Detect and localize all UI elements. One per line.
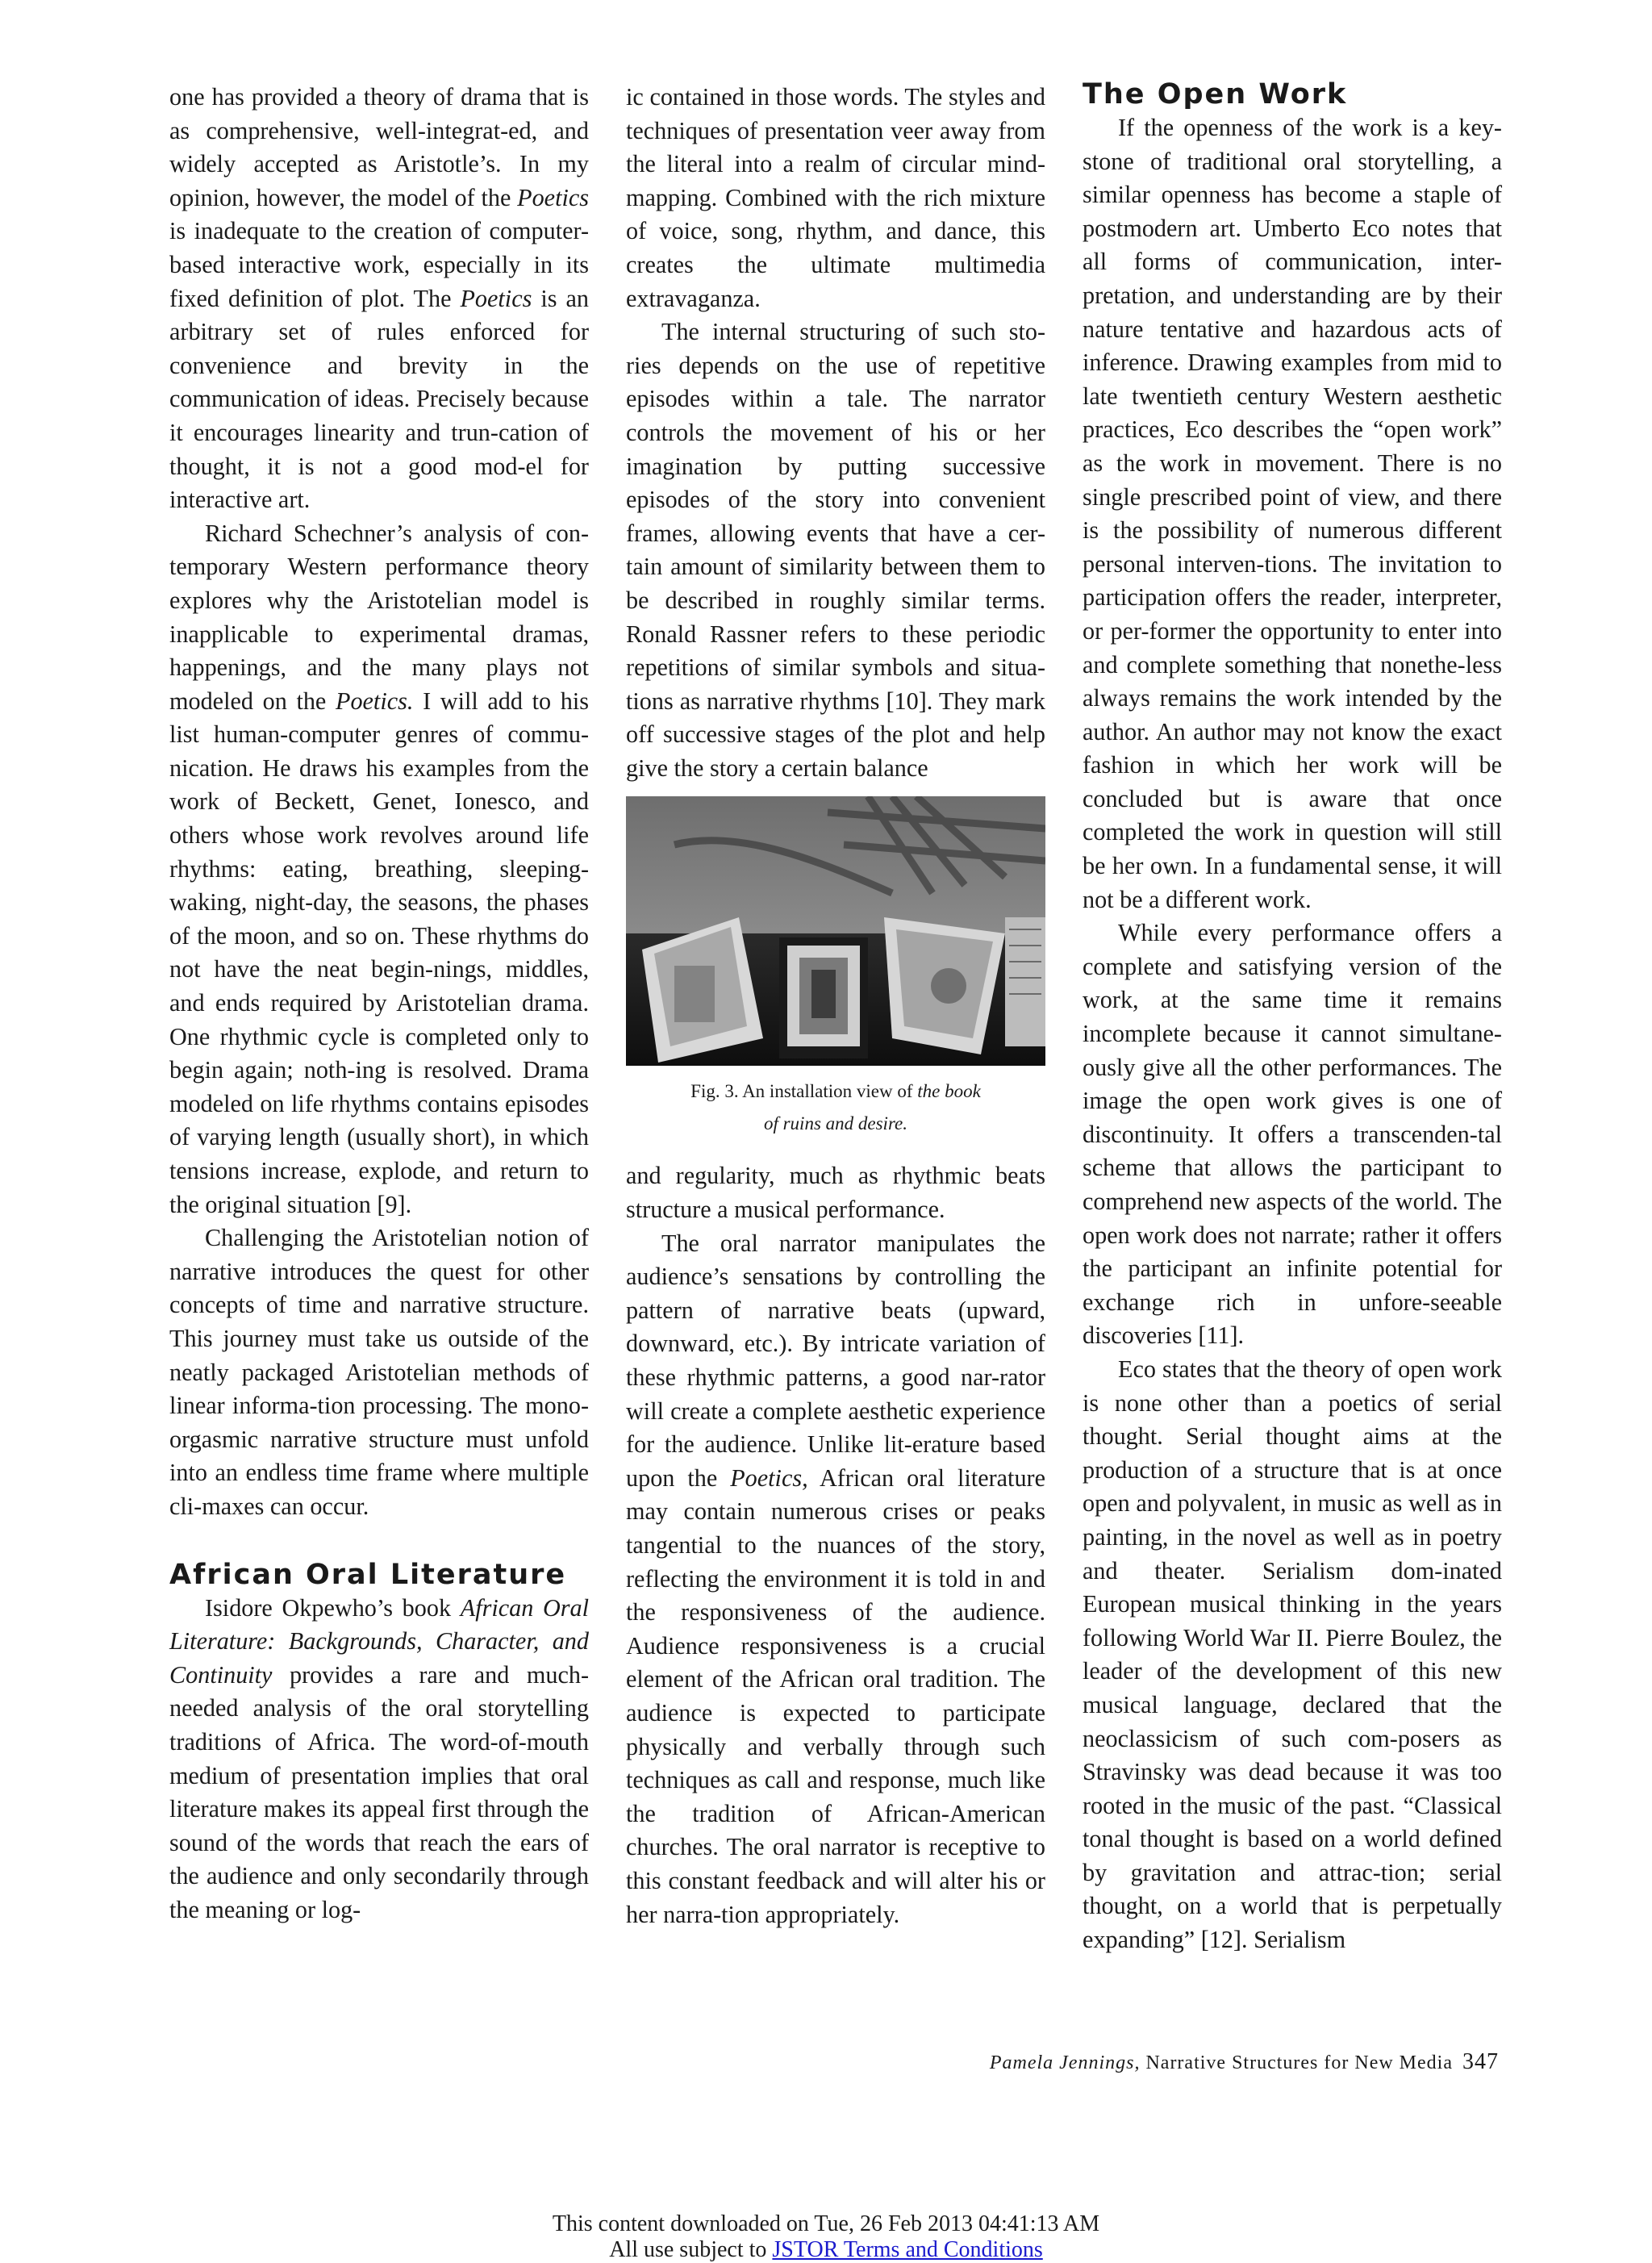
column-3: [1083, 78, 1502, 1957]
paragraph: While every performance offers a complete and satisfying version of the work, at the same time it remains incomplete because it cannot simultane-ously give all the other performances. The image the open work gives is one of discontinuity. It offers a transcenden-tal scheme that allows the participant to comprehend new aspects of the world. The open work does not narrate; rather it offers the participant an infinite potential for exchange rich in unfore-seeable discoveries [11].: [1083, 919, 1502, 1350]
paragraph: The oral narrator manipulates the audience’s sensations by controlling the pattern of narrative beats (upward, downward, etc.). By intricate variation of these rhythmic patterns, a good nar-rator will create a complete aesthetic experience for the audience. Unlike lit-erature based upon the Poetics, African oral literature may contain numerous crises or peaks tangential to the nuances of the story, reflecting the environment it is told in and the responsiveness of the audience. Audience responsiveness is a crucial element of the African oral tradition. The audience is expected to participate physically and verbally through such techniques as call and response, much like the tradition of African-American churches. The oral narrator is receptive to this constant feedback and will alter his or her narra-tion appropriately.: [626, 1229, 1045, 1928]
paragraph: Challenging the Aristotelian notion of narrative introduces the quest for other concepts of time and narrative structure. This journey must take us outside of the neatly packaged Aristotelian methods of linear informa-tion processing. The mono-orgasmic narrative structure must unfold into an endless time frame where multiple cli-maxes can occur.: [169, 1224, 589, 1520]
installation-photo: [626, 796, 1045, 1066]
paragraph: Isidore Okpewho’s book African Oral Literature: Backgrounds, Character, and Continuity provides a rare and much-needed analysis of the oral storytelling traditions of Africa. The word-of-mouth medium of presentation implies that oral literature makes its appeal first through the sound of the words that reach the ears of the audience and only secondarily through the meaning or log-: [169, 1593, 590, 1923]
footer-author: Pamela Jennings,: [989, 2052, 1141, 2073]
paragraph: Eco states that the theory of open work is none other than a poetics of serial thought. Serial thought aims at the production of a structure that is at once open and polyvalent, in music as well as in painting, in the novel as well as in poetry and theater. Serialism dom-inated European musical thinking in the years following World War II. Pierre Boulez, the leader of the development of this new musical language, declared that the neoclassicism of such com-posers as Stravinsky was dead because it was too rooted in the music of the past. “Classical tonal thought is based on a world defined by gravitation and attrac-tion; serial thought, on a world that is perpetually expanding” [12]. Serialism: [1083, 1355, 1502, 1954]
jstor-terms-link[interactable]: JSTOR Terms and Conditions: [772, 2237, 1043, 2262]
paragraph: ic contained in those words. The styles and techniques of presentation veer away from the literal into a realm of circular mind-mapping. Combined with the rich mixture of voice, song, rhythm, and dance, this creates the ultimate multimedia extravaganza.: [626, 83, 1045, 312]
download-notice: This content downloaded on Tue, 26 Feb 2013 04:41:13 AM: [552, 2211, 1100, 2236]
running-footer: [990, 2049, 1499, 2075]
paragraph: one has provided a theory of drama that is as comprehensive, well-integrat-ed, and widely accepted as Aristotle’s. In my opinion, however, the model of the Poetics is inadequate to the creation of computer-based interactive work, especially in its fixed definition of plot. The Poetics is an arbitrary set of rules enforced for convenience and brevity in the communication of ideas. Precisely because it encourages linearity and trun-cation of thought, it is not a good mod-el for interactive art.: [169, 83, 589, 514]
section-heading-african-oral-literature: African Oral Literature: [169, 1558, 567, 1591]
figure-3: [626, 796, 1045, 1140]
section-heading-open-work: The Open Work: [1083, 78, 1348, 111]
column-2: [626, 81, 1045, 1931]
footer-title: Narrative Structures for New Media: [1140, 2052, 1453, 2073]
page-number: 347: [1462, 2049, 1499, 2074]
column-1: [169, 81, 589, 1927]
figure-caption: Fig. 3. An installation view of the book of ruins and desire.: [690, 1081, 981, 1134]
paragraph: Richard Schechner’s analysis of con-temporary Western performance theory explores why the Aristotelian model is inapplicable to experimental dramas, happenings, and the many plays not modeled on the Poetics. I will add to his list human-computer genres of commu-nication. He draws his examples from the work of Beckett, Genet, Ionesco, and others whose work revolves around life rhythms: eating, breathing, sleeping-waking, night-day, the seasons, the phases of the moon, and so on. These rhythms do not have the neat begin-nings, middles, and ends required by Aristotelian drama. One rhythmic cycle is completed only to begin again; noth-ing is resolved. Drama modeled on life rhythms contains episodes of varying length (usually short), in which tensions increase, explode, and return to the original situation [9].: [169, 519, 590, 1218]
paragraph: If the openness of the work is a key-stone of traditional oral storytelling, a similar openness has become a staple of postmodern art. Umberto Eco notes that all forms of communication, inter-pretation, and understanding are by their nature tentative and hazardous acts of inference. Drawing examples from mid to late twentieth century Western aesthetic practices, Eco describes the “open work” as the work in movement. There is no single prescribed point of view, and there is the possibility of numerous different personal interven-tions. The invitation to participation offers the reader, interpreter, or per-former the opportunity to enter into and complete something that nonethe-less always remains the work intended by the author. An author may not know the exact fashion in which her work will be concluded but is aware that once completed the work in question will still be her own. In a fundamental sense, it will not be a different work.: [1083, 114, 1502, 913]
paragraph: The internal structuring of such sto-ries depends on the use of repetitive episodes within a tale. The narrator controls the movement of his or her imagination by putting successive episodes of the story into convenient frames, allowing events that have a cer-tain amount of similarity between them to be described in roughly similar terms. Ronald Rassner refers to these periodic repetitions of similar symbols and situa-tions as narrative rhythms [10]. They mark off successive stages of the plot and help give the story a certain balance: [626, 318, 1045, 782]
terms-notice: All use subject to JSTOR Terms and Conditions: [609, 2237, 1043, 2262]
paragraph: and regularity, much as rhythmic beats structure a musical performance.: [626, 1162, 1045, 1224]
